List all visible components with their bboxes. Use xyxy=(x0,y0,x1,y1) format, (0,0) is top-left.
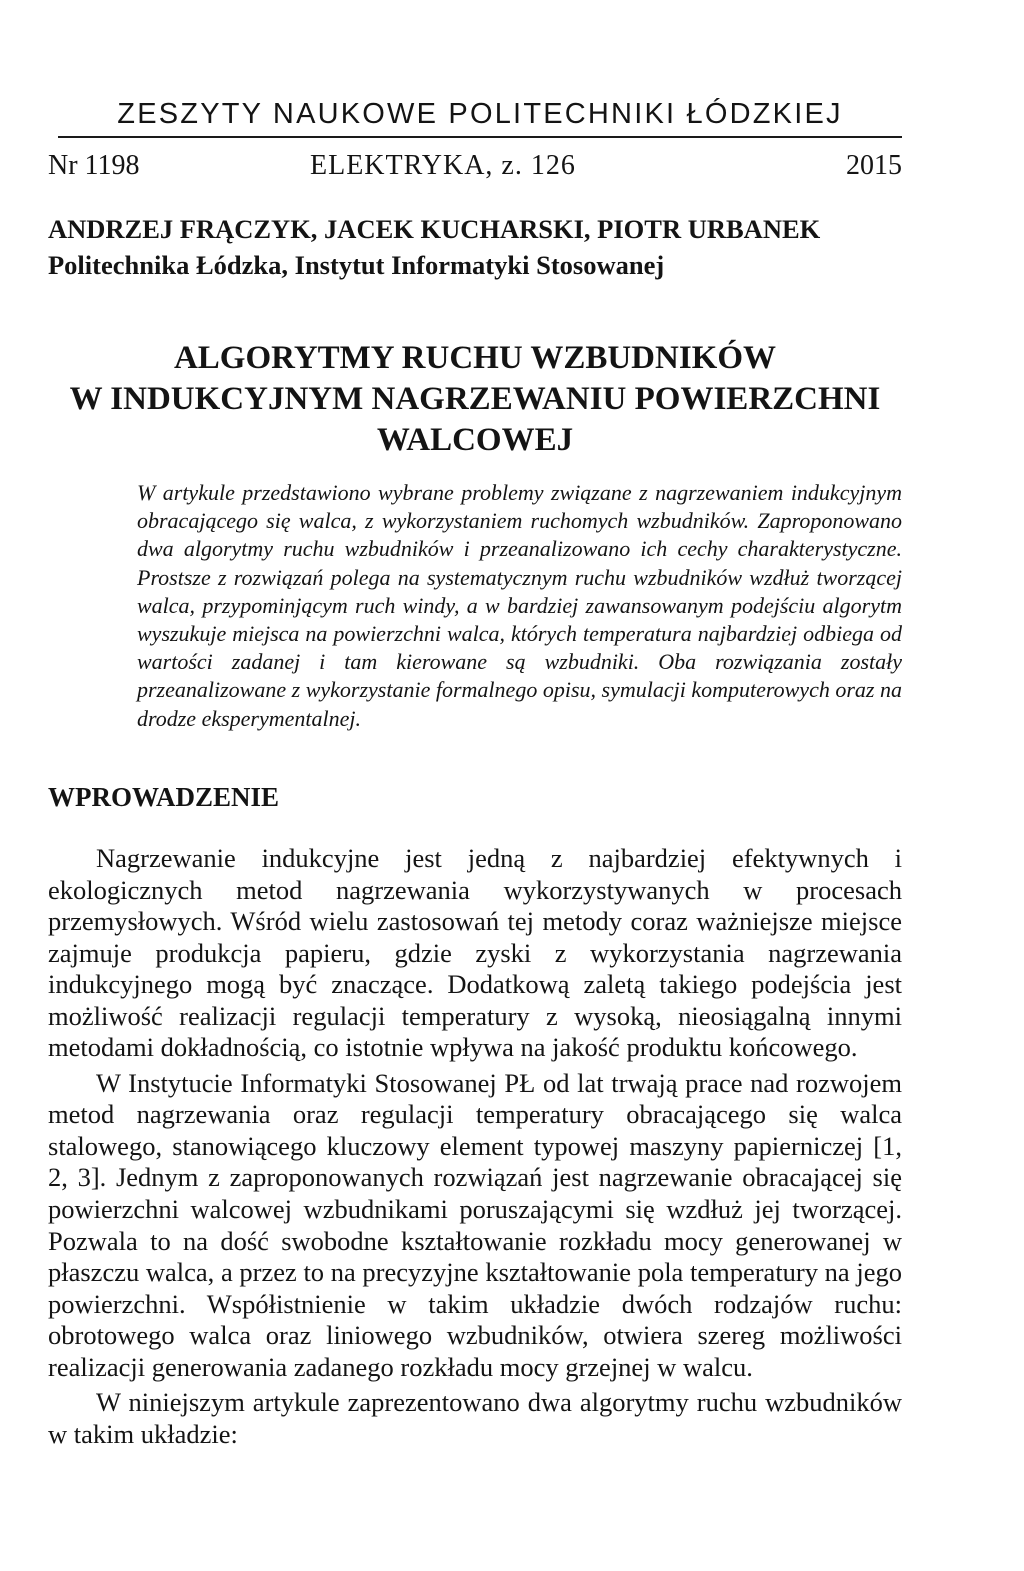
header-rule xyxy=(58,136,902,138)
journal-title: ZESZYTY NAUKOWE POLITECHNIKI ŁÓDZKIEJ xyxy=(117,98,843,130)
paragraph-1: Nagrzewanie indukcyjne jest jedną z najbardziej efektywnych i ekologicznych metod nagrzewania wykorzystywanych w procesach przemysłowych. Wśród wielu zastosowań tej metody coraz ważniejsze miejsce zajmuje produkcja papieru, gdzie zyski z wykorzystania nagrzewania indukcyjnego mogą być znaczące. Dodatkową zaletą takiego podejścia jest możliwość realizacji regulacji temperatury z wysoką, nieosiągalną innymi metodami dokładnością, co istotnie wpływa na jakość produktu końcowego. xyxy=(48,843,902,1063)
paragraph-3: W niniejszym artykule zaprezentowano dwa algorytmy ruchu wzbudników w takim układzie: xyxy=(48,1387,902,1449)
issue-number: Nr 1198 xyxy=(48,150,140,181)
issue-series: ELEKTRYKA, z. 126 xyxy=(310,150,576,181)
article-title-line-1: ALGORYTMY RUCHU WZBUDNIKÓW xyxy=(173,340,777,376)
article-title-line-2: W INDUKCYJNYM NAGRZEWANIU POWIERZCHNI xyxy=(69,381,881,417)
article-title-line-3: WALCOWEJ xyxy=(376,422,574,458)
affiliation: Politechnika Łódzka, Instytut Informatyki Stosowanej xyxy=(48,250,665,280)
paragraph-2: W Instytucie Informatyki Stosowanej PŁ od lat trwają prace nad rozwojem metod nagrzewania oraz regulacji temperatury obracającego się walca stalowego, stanowiącego kluczowy element typowej maszyny papierniczej [1, 2, 3]. Jednym z zaproponowanych rozwiązań jest nagrzewanie obracającej się powierzchni walcowej wzbudnikami poruszającymi się wzdłuż jej tworzącej. Pozwala to na dość swobodne kształtowanie rozkładu mocy generowanej w płaszczu walca, a przez to na precyzyjne kształtowanie pola temperatury na jego powierzchni. Współistnienie w takim układzie dwóch rodzajów ruchu: obrotowego walca oraz liniowego wzbudników, otwiera szereg możliwości realizacji generowania zadanego rozkładu mocy grzejnej w walcu. xyxy=(48,1067,902,1382)
section-heading: WPROWADZENIE xyxy=(48,782,280,812)
section-body xyxy=(48,843,902,1454)
abstract: W artykule przedstawiono wybrane problemy związane z nagrzewaniem indukcyjnym obracającego się walca, z wykorzystaniem ruchomych wzbudników. Zaproponowano dwa algorytmy ruchu wzbudników i przeanalizowano ich cechy charakterystyczne. Prostsze z rozwiązań polega na systematycznym ruchu wzbudników wzdłuż tworzącej walca, przypominjącym ruch windy, a w bardziej zawansowanym podejściu algorytm wyszukuje miejsca na powierzchni walca, których temperatura najbardziej odbiega od wartości zadanej i tam kierowane są wzbudniki. Oba rozwiązania zostały przeanalizowane z wykorzystanie formalnego opisu, symulacji komputerowych oraz na drodze eksperymentalnej. xyxy=(137,480,902,731)
issue-year: 2015 xyxy=(846,150,902,181)
article-title xyxy=(48,338,902,461)
authors: ANDRZEJ FRĄCZYK, JACEK KUCHARSKI, PIOTR URBANEK xyxy=(48,214,821,244)
issue-line xyxy=(48,146,902,186)
